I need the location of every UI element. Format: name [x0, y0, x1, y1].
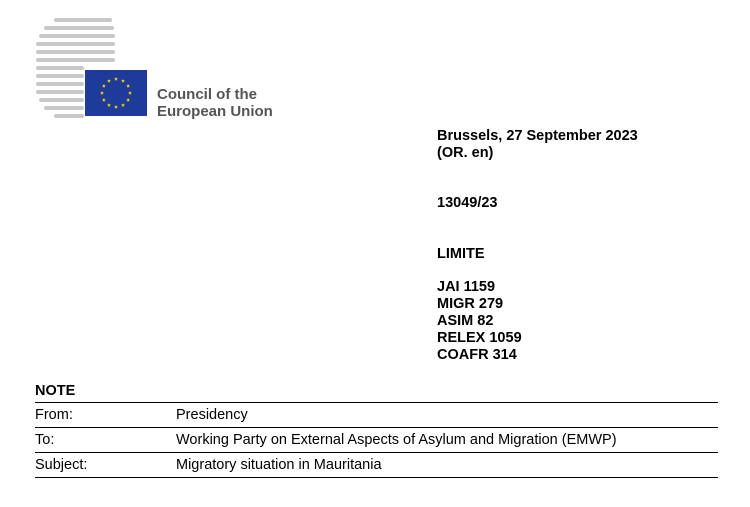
- row-label: Subject:: [35, 457, 88, 473]
- file-code: ASIM 82: [437, 313, 494, 329]
- council-logo-icon: [36, 18, 148, 118]
- place-date: Brussels, 27 September 2023: [437, 128, 638, 144]
- row-value: Migratory situation in Mauritania: [176, 457, 382, 473]
- file-code: RELEX 1059: [437, 330, 522, 346]
- file-code: COAFR 314: [437, 347, 517, 363]
- file-code: JAI 1159: [437, 279, 496, 295]
- row-value: Working Party on External Aspects of Asylum and Migration (EMWP): [176, 432, 617, 448]
- table-row: [35, 428, 718, 453]
- document-number: 13049/23: [437, 195, 498, 211]
- place-date-block: [437, 128, 638, 162]
- note-header-table: [35, 402, 718, 478]
- original-language: (OR. en): [437, 145, 494, 161]
- file-codes: [437, 279, 522, 364]
- row-label: To:: [35, 432, 55, 448]
- institution-name: [157, 86, 273, 120]
- table-row: [35, 453, 718, 478]
- institution-name-line2: European Union: [157, 103, 273, 120]
- row-label: From:: [35, 407, 73, 423]
- table-row: [35, 403, 718, 428]
- classification-label: LIMITE: [437, 246, 485, 262]
- note-type-heading: NOTE: [35, 383, 76, 399]
- row-value: Presidency: [176, 407, 248, 423]
- institution-name-line1: Council of the: [157, 86, 257, 103]
- file-code: MIGR 279: [437, 296, 504, 312]
